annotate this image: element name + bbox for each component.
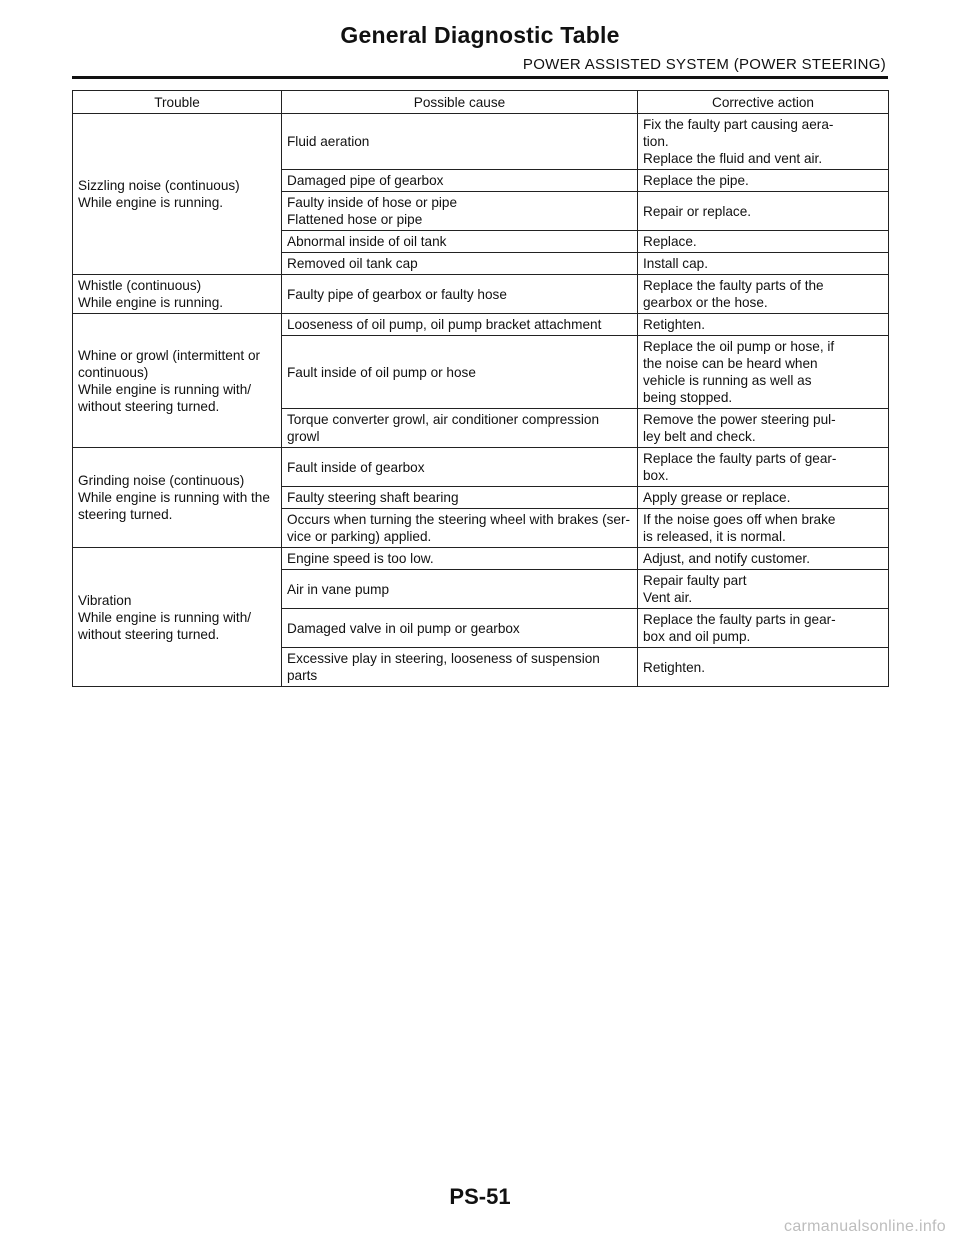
column-header-corrective-action: Corrective action (638, 91, 889, 114)
action-cell: Replace the pipe. (638, 170, 889, 192)
cause-cell: Damaged valve in oil pump or gearbox (282, 609, 638, 648)
diagnostic-table (72, 90, 889, 687)
page-number: PS-51 (449, 1184, 511, 1209)
action-cell: Replace. (638, 231, 889, 253)
trouble-cell: Sizzling noise (continuous) While engine is running. (73, 114, 282, 275)
action-cell: Replace the oil pump or hose, if the noise can be heard when vehicle is running as well as being stopped. (638, 336, 889, 409)
action-cell: Repair or replace. (638, 192, 889, 231)
cause-cell: Faulty steering shaft bearing (282, 487, 638, 509)
cause-cell: Fault inside of gearbox (282, 448, 638, 487)
action-cell: Retighten. (638, 314, 889, 336)
trouble-cell: Whine or growl (intermittent or continuous) While engine is running with/ without steering turned. (73, 314, 282, 448)
cause-cell: Looseness of oil pump, oil pump bracket attachment (282, 314, 638, 336)
header-rule (72, 76, 888, 79)
action-cell: Fix the faulty part causing aera- tion. Replace the fluid and vent air. (638, 114, 889, 170)
table-row (73, 275, 889, 314)
table-header-row (73, 91, 889, 114)
table-row (73, 114, 889, 170)
action-cell: Apply grease or replace. (638, 487, 889, 509)
action-cell: Remove the power steering pul- ley belt and check. (638, 409, 889, 448)
action-cell: Replace the faulty parts of the gearbox or the hose. (638, 275, 889, 314)
cause-cell: Air in vane pump (282, 570, 638, 609)
watermark: carmanualsonline.info (784, 1218, 946, 1235)
cause-cell: Faulty pipe of gearbox or faulty hose (282, 275, 638, 314)
action-cell: Retighten. (638, 648, 889, 687)
trouble-cell: Vibration While engine is running with/ without steering turned. (73, 548, 282, 687)
cause-cell: Occurs when turning the steering wheel with brakes (ser- vice or parking) applied. (282, 509, 638, 548)
cause-cell: Removed oil tank cap (282, 253, 638, 275)
column-header-possible-cause: Possible cause (282, 91, 638, 114)
trouble-cell: Grinding noise (continuous) While engine is running with the steering turned. (73, 448, 282, 548)
cause-cell: Torque converter growl, air conditioner compression growl (282, 409, 638, 448)
action-cell: Install cap. (638, 253, 889, 275)
column-header-trouble: Trouble (73, 91, 282, 114)
cause-cell: Engine speed is too low. (282, 548, 638, 570)
trouble-cell: Whistle (continuous) While engine is running. (73, 275, 282, 314)
cause-cell: Fault inside of oil pump or hose (282, 336, 638, 409)
cause-cell: Fluid aeration (282, 114, 638, 170)
action-cell: Repair faulty part Vent air. (638, 570, 889, 609)
cause-cell: Faulty inside of hose or pipe Flattened hose or pipe (282, 192, 638, 231)
table-row (73, 314, 889, 336)
cause-cell: Abnormal inside of oil tank (282, 231, 638, 253)
cause-cell: Damaged pipe of gearbox (282, 170, 638, 192)
table-row (73, 548, 889, 570)
page-title: General Diagnostic Table (340, 22, 620, 48)
cause-cell: Excessive play in steering, looseness of suspension parts (282, 648, 638, 687)
action-cell: Replace the faulty parts in gear- box and oil pump. (638, 609, 889, 648)
action-cell: Adjust, and notify customer. (638, 548, 889, 570)
action-cell: If the noise goes off when brake is released, it is normal. (638, 509, 889, 548)
section-title: POWER ASSISTED SYSTEM (POWER STEERING) (522, 56, 886, 73)
action-cell: Replace the faulty parts of gear- box. (638, 448, 889, 487)
table-row (73, 448, 889, 487)
